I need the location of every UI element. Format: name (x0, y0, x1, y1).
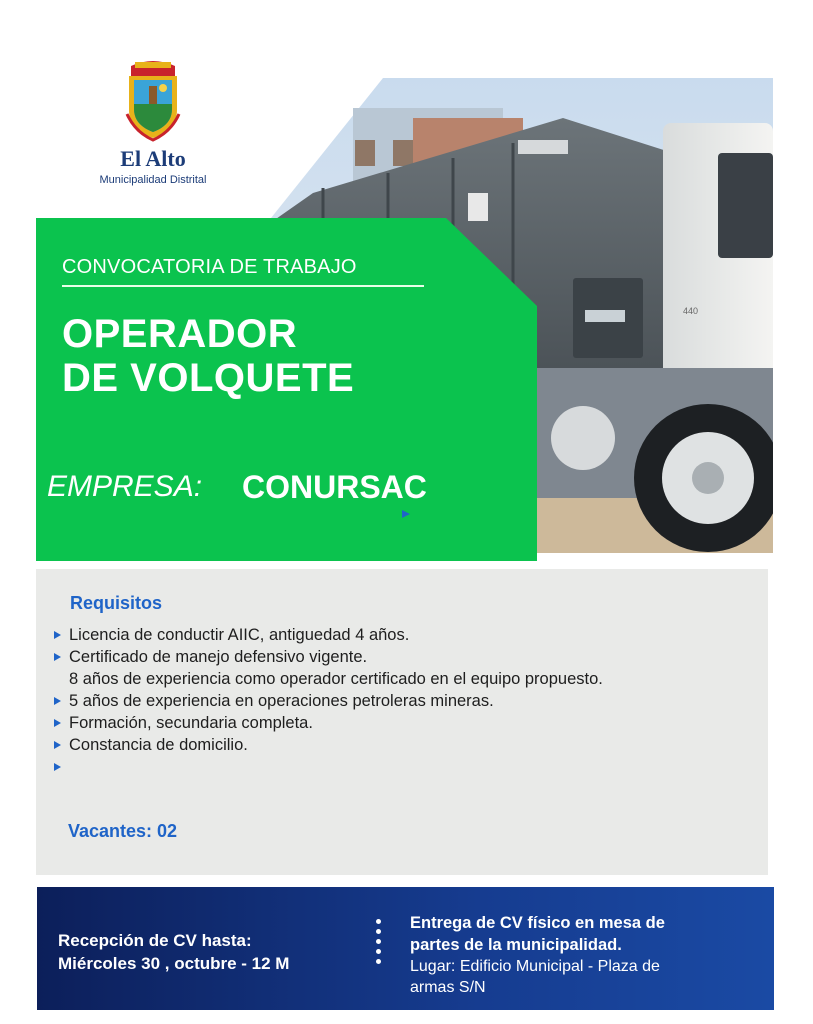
requirements-title: Requisitos (70, 593, 163, 613)
vacancies-count: Vacantes: 02 (68, 821, 178, 841)
list-item (52, 668, 603, 690)
list-item (52, 690, 603, 712)
bullet-icon (54, 631, 61, 639)
requirements-panel (36, 569, 768, 875)
list-item (52, 756, 603, 778)
cv-deadline-line2: Miércoles 30 , octubre - 12 M (58, 954, 290, 973)
location-line1: Lugar: Edificio Municipal - Plaza de (410, 958, 660, 975)
triangle-marker-icon (402, 510, 410, 518)
requirement-text: 5 años de experiencia en operaciones petroleras mineras. (69, 692, 494, 710)
bullet-icon (54, 741, 61, 749)
truck-badge: 440 (683, 306, 699, 316)
requirement-text: Constancia de domicilio. (69, 736, 248, 754)
job-title-line2: DE VOLQUETE (62, 356, 355, 400)
kicker-underline (62, 285, 424, 287)
logo-name: El Alto (120, 146, 186, 171)
requirement-text: 8 años de experiencia como operador certificado en el equipo propuesto. (69, 670, 603, 688)
bullet-icon (54, 653, 61, 661)
requirements-list (52, 624, 603, 778)
requirement-text: Certificado de manejo defensivo vigente. (69, 648, 368, 666)
delivery-line1: Entrega de CV físico en mesa de (410, 914, 665, 932)
list-item (52, 734, 603, 756)
delivery-line2: partes de la municipalidad. (410, 936, 622, 954)
list-item (52, 646, 603, 668)
requirement-text: Licencia de conductir AIIC, antiguedad 4 años. (69, 626, 410, 644)
location-line2: armas S/N (410, 979, 486, 996)
cv-deadline-line1: Recepción de CV hasta: (58, 931, 252, 950)
job-title-line1: OPERADOR (62, 312, 298, 356)
list-item (52, 712, 603, 734)
bullet-icon (54, 719, 61, 727)
empresa-label: EMPRESA: (47, 470, 203, 503)
bullet-icon (54, 697, 61, 705)
kicker-text: CONVOCATORIA DE TRABAJO (62, 256, 357, 278)
bullet-icon (54, 763, 61, 771)
logo-subtitle: Municipalidad Distrital (99, 174, 207, 186)
submission-footer (37, 887, 774, 1010)
vertical-dots-divider (376, 919, 382, 969)
crest-icon (125, 58, 181, 142)
municipality-logo (78, 58, 228, 186)
cv-deadline (58, 929, 289, 975)
empresa-value: CONURSAC (242, 469, 427, 505)
requirement-text: Formación, secundaria completa. (69, 714, 313, 732)
job-title (62, 312, 354, 400)
list-item (52, 624, 603, 646)
cv-delivery-info (410, 912, 750, 998)
